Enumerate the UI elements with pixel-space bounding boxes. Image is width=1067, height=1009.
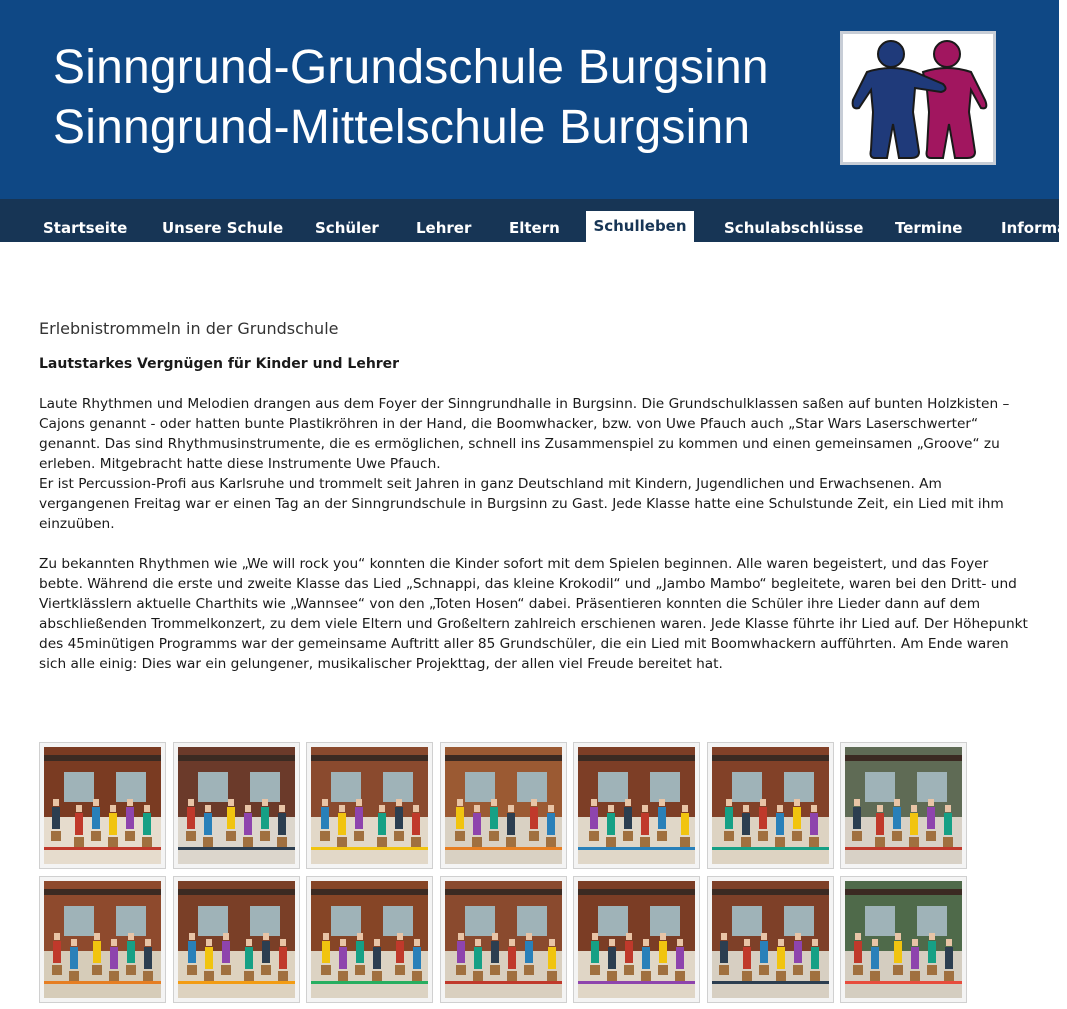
photo-thumbnail[interactable] bbox=[573, 742, 700, 869]
nav-label-active: Schulleben bbox=[593, 217, 687, 235]
photo-thumbnail-icon bbox=[311, 747, 428, 864]
article bbox=[39, 318, 1029, 674]
photo-thumbnail[interactable] bbox=[173, 742, 300, 869]
nav-item-schueler[interactable] bbox=[315, 212, 379, 242]
nav-label: Schulabschlüsse bbox=[724, 219, 864, 237]
article-paragraph: Laute Rhythmen und Melodien drangen aus dem Foyer der Sinngrundhalle in Burgsinn. Die Grundschulklassen saßen auf bunten Holzkisten – Cajons genannt - oder hatten bunte Plastikröhren in der Hand, die Boomwhacker, bzw. von Uwe Pfauch auch „Star Wars Laserschwerter“ genannt. Das sind Rhythmusinstrumente, die es ermöglichen, schnell ins Zusammenspiel zu kommen und einen gemeinsamen „Groove“ zu erleben. Mitgebracht hatte diese Instrumente Uwe Pfauch. bbox=[39, 396, 1010, 472]
photo-thumbnail-icon bbox=[311, 881, 428, 998]
nav-label: Informa bbox=[1001, 219, 1067, 237]
nav-label: Startseite bbox=[43, 219, 128, 237]
photo-thumbnail[interactable] bbox=[306, 742, 433, 869]
nav-item-eltern[interactable] bbox=[509, 212, 560, 242]
nav-label: Unsere Schule bbox=[162, 219, 284, 237]
photo-thumbnail[interactable] bbox=[707, 876, 834, 1003]
main-navigation bbox=[0, 199, 1067, 242]
photo-thumbnail-icon bbox=[712, 881, 829, 998]
school-logo-two-figures-icon bbox=[843, 34, 993, 162]
photo-thumbnail[interactable] bbox=[840, 876, 967, 1003]
article-title: Erlebnistrommeln in der Grundschule bbox=[39, 319, 339, 338]
photo-thumbnail-icon bbox=[712, 747, 829, 864]
nav-item-termine[interactable] bbox=[895, 212, 962, 242]
photo-thumbnail-icon bbox=[445, 747, 562, 864]
nav-item-schulabschluesse[interactable] bbox=[724, 212, 863, 242]
nav-item-startseite[interactable] bbox=[43, 212, 127, 242]
nav-item-unsere-schule[interactable] bbox=[162, 212, 283, 242]
site-title-line-1[interactable]: Sinngrund-Grundschule Burgsinn bbox=[53, 41, 769, 94]
photo-thumbnail-icon bbox=[178, 881, 295, 998]
nav-item-schulleben[interactable] bbox=[586, 211, 694, 242]
photo-thumbnail[interactable] bbox=[440, 876, 567, 1003]
photo-thumbnail-icon bbox=[44, 881, 161, 998]
photo-thumbnail-icon bbox=[845, 881, 962, 998]
photo-thumbnail[interactable] bbox=[39, 876, 166, 1003]
nav-item-informationen[interactable] bbox=[1001, 212, 1067, 242]
photo-thumbnail[interactable] bbox=[306, 876, 433, 1003]
article-subtitle: Lautstarkes Vergnügen für Kinder und Lehrer bbox=[39, 356, 400, 372]
photo-thumbnail[interactable] bbox=[840, 742, 967, 869]
photo-thumbnail-icon bbox=[178, 747, 295, 864]
photo-thumbnail[interactable] bbox=[707, 742, 834, 869]
photo-thumbnail[interactable] bbox=[573, 876, 700, 1003]
article-paragraph: Zu bekannten Rhythmen wie „We will rock you“ konnten die Kinder sofort mit dem Spielen beginnen. Alle waren begeistert, und das Foyer bebte. Während die erste und zweite Klasse das Lied „Schnappi, das kleine Krokodil“ und „Jambo Mambo“ begleitete, waren bei den Dritt- und Viertklässlern aktuelle Charthits wie „Wannsee“ von den „Toten Hosen“ dabei. Präsentieren konnten die Schüler ihre Lieder dann auf dem abschließenden Trommelkonzert, zu dem viele Eltern und Großeltern zahlreich erschienen waren. Jede Klasse führte ihr Lied auf. Der Höhepunkt des 45minütigen Programms war der gemeinsame Auftritt aller 85 Grundschüler, die ein Lied mit Boomwhackern aufführten. Am Ende waren sich alle einig: Dies war ein gelungener, musikalischer Projekttag, der allen viel Freude bereitet hat. bbox=[39, 556, 1028, 672]
article-paragraph: Er ist Percussion-Profi aus Karlsruhe und trommelt seit Jahren in ganz Deutschland mit Kindern, Jugendlichen und Erwachsenen. Am vergangenen Freitag war er einen Tag an der Sinngrundschule in Burgsinn zu Gast. Jede Klasse hatte eine Schulstunde Zeit, ein Lied mit ihm einzuüben. bbox=[39, 476, 1004, 532]
photo-thumbnail-icon bbox=[578, 747, 695, 864]
site-header bbox=[0, 0, 1059, 199]
photo-thumbnail-icon bbox=[44, 747, 161, 864]
photo-thumbnail[interactable] bbox=[440, 742, 567, 869]
site-title-line-2[interactable]: Sinngrund-Mittelschule Burgsinn bbox=[53, 101, 751, 154]
nav-label: Eltern bbox=[509, 219, 560, 237]
photo-thumbnail[interactable] bbox=[173, 876, 300, 1003]
nav-item-lehrer[interactable] bbox=[416, 212, 471, 242]
photo-thumbnail-icon bbox=[845, 747, 962, 864]
school-logo[interactable] bbox=[840, 31, 996, 165]
nav-label: Lehrer bbox=[416, 219, 472, 237]
photo-thumbnail[interactable] bbox=[39, 742, 166, 869]
photo-thumbnail-icon bbox=[578, 881, 695, 998]
photo-thumbnail-icon bbox=[445, 881, 562, 998]
nav-label: Schüler bbox=[315, 219, 379, 237]
nav-label: Termine bbox=[895, 219, 963, 237]
